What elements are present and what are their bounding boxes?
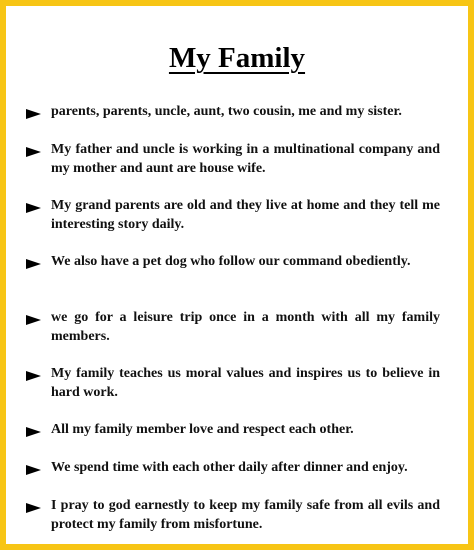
arrow-bullet-icon [26,203,41,213]
list-item [26,420,440,439]
list-item-text: All my family member love and respect each other. [51,422,354,437]
list-item [26,252,440,271]
list-item-text: My family teaches us moral values and inspires us to believe in hard work. [51,366,440,400]
arrow-bullet-icon [26,315,41,325]
arrow-bullet-icon [26,465,41,475]
arrow-bullet-icon [26,109,41,119]
page-title: My Family [168,42,306,74]
list-item [26,458,440,477]
list-item [26,364,440,402]
arrow-bullet-icon [26,427,41,437]
list-item [26,140,440,178]
list-item [26,308,440,346]
list-item-text: We spend time with each other daily after dinner and enjoy. [51,460,408,475]
arrow-bullet-icon [26,503,41,513]
list-item-text: parents, parents, uncle, aunt, two cousin, me and my sister. [51,104,402,119]
list-item [26,196,440,234]
list-item [26,496,440,534]
list-item-text: My grand parents are old and they live at home and they tell me interesting story daily. [51,198,440,232]
arrow-bullet-icon [26,371,41,381]
list-item-text: My father and uncle is working in a multinational company and my mother and aunt are house wife. [51,142,440,176]
arrow-bullet-icon [26,147,41,157]
list-item-text: We also have a pet dog who follow our command obediently. [51,254,411,269]
list-item-text: we go for a leisure trip once in a month with all my family members. [51,310,440,344]
list-item-text: I pray to god earnestly to keep my family safe from all evils and protect my family from misfortune. [51,498,440,532]
list-item [26,102,440,121]
arrow-bullet-icon [26,259,41,269]
